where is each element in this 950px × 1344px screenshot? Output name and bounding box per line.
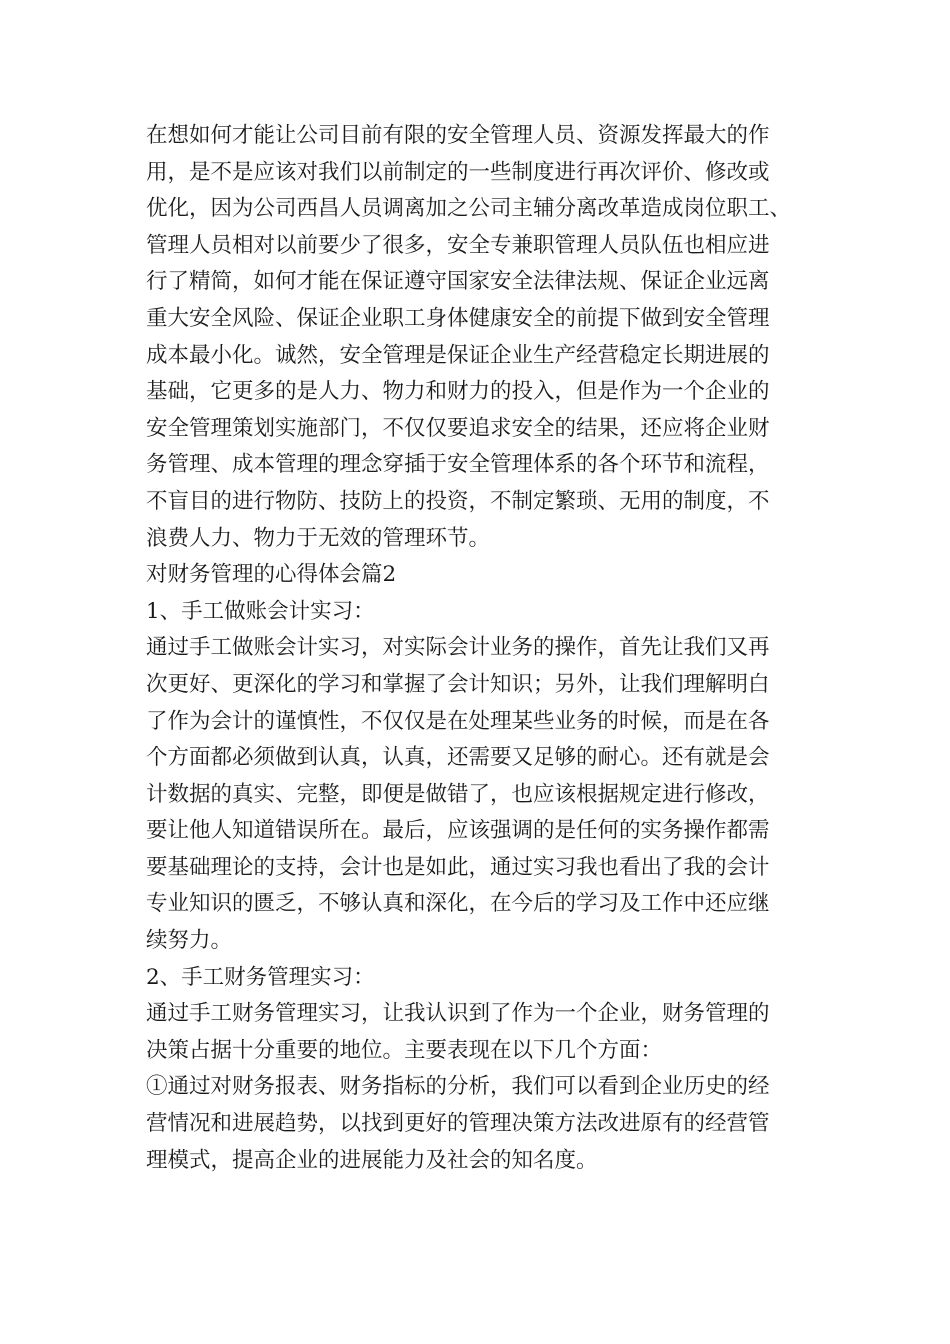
- text-line: 优化，因为公司西昌人员调离加之公司主辅分离改革造成岗位职工、: [146, 196, 792, 222]
- text-line: 基础，它更多的是人力、物力和财力的投入，但是作为一个企业的: [146, 379, 770, 405]
- text-line: 浪费人力、物力于无效的管理环节。: [146, 525, 491, 551]
- text-line: 通过手工做账会计实习，对实际会计业务的操作，首先让我们又再: [146, 635, 770, 661]
- text-line: 决策占据十分重要的地位。主要表现在以下几个方面：: [146, 1037, 663, 1063]
- subsection-heading: 2、手工财务管理实习：: [146, 964, 375, 990]
- text-line: 在想如何才能让公司目前有限的安全管理人员、资源发挥最大的作: [146, 123, 770, 148]
- subsection-heading: 1、手工做账会计实习：: [146, 598, 375, 624]
- text-line: 管理人员相对以前要少了很多，安全专兼职管理人员队伍也相应进: [146, 232, 770, 258]
- text-line: 用，是不是应该对我们以前制定的一些制度进行再次评价、修改或: [146, 159, 770, 185]
- text-line: 成本最小化。诚然，安全管理是保证企业生产经营稳定长期进展的: [146, 342, 770, 368]
- text-line: 营情况和进展趋势，以找到更好的管理决策方法改进原有的经营管: [146, 1111, 770, 1137]
- document-body: [146, 118, 816, 1179]
- text-line: 续努力。: [146, 928, 233, 954]
- list-item-text: ①通过对财务报表、财务指标的分析，我们可以看到企业历史的经: [146, 1074, 770, 1100]
- section-heading: 对财务管理的心得体会篇2: [146, 562, 397, 588]
- text-line: 理模式，提高企业的进展能力及社会的知名度。: [146, 1147, 598, 1173]
- text-line: 不盲目的进行物防、技防上的投资，不制定繁琐、无用的制度，不: [146, 488, 770, 514]
- text-line: 个方面都必须做到认真，认真，还需要又足够的耐心。还有就是会: [146, 745, 770, 771]
- text-line: 要让他人知道错误所在。最后，应该强调的是任何的实务操作都需: [146, 818, 770, 844]
- text-line: 计数据的真实、完整，即便是做错了，也应该根据规定进行修改，: [146, 781, 770, 807]
- text-line: 行了精简，如何才能在保证遵守国家安全法律法规、保证企业远离: [146, 269, 770, 295]
- text-line: 专业知识的匮乏，不够认真和深化，在今后的学习及工作中还应继: [146, 891, 770, 917]
- text-line: 次更好、更深化的学习和掌握了会计知识；另外，让我们理解明白: [146, 671, 770, 697]
- text-line: 要基础理论的支持，会计也是如此，通过实习我也看出了我的会计: [146, 854, 770, 880]
- text-line: 了作为会计的谨慎性，不仅仅是在处理某些业务的时候，而是在各: [146, 708, 770, 734]
- text-line: 通过手工财务管理实习，让我认识到了作为一个企业，财务管理的: [146, 1001, 770, 1027]
- text-line: 安全管理策划实施部门，不仅仅要追求安全的结果，还应将企业财: [146, 415, 770, 441]
- text-line: 重大安全风险、保证企业职工身体健康安全的前提下做到安全管理: [146, 305, 770, 331]
- text-line: 务管理、成本管理的理念穿插于安全管理体系的各个环节和流程，: [146, 452, 770, 478]
